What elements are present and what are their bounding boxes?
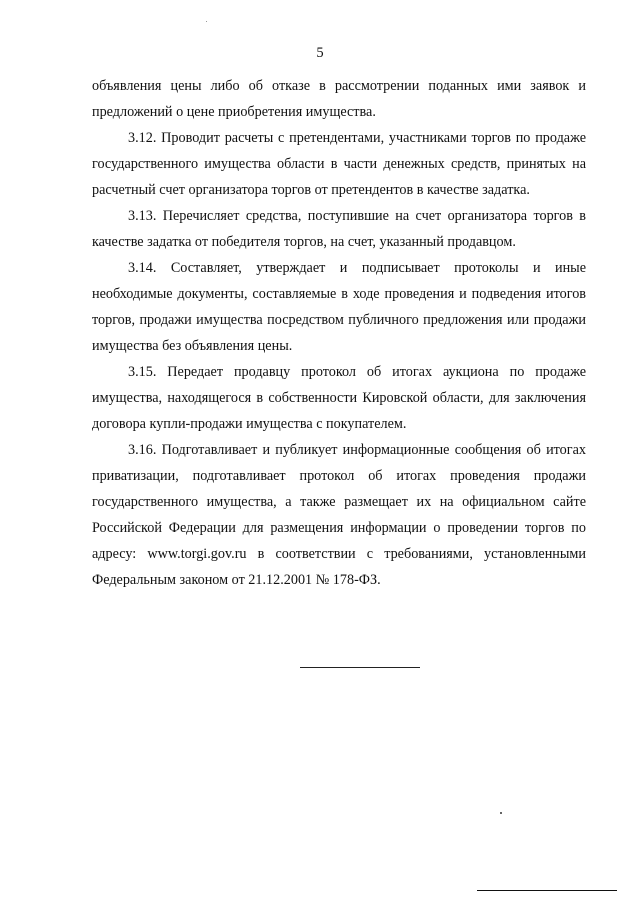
paragraph-3-16: 3.16. Подготавливает и публикует информационные сообщения об итогах приватизации, подготавливает протокол об итогах проведения продажи государственного имущества, а также размещает их на официальном сайте Российской Федерации для размещения информации о проведении торгов по адресу: www.torgi.gov.ru в соответствии с требованиями, установленными Федеральным законом от 21.12.2001 № 178-ФЗ. <box>92 442 586 588</box>
scan-speck-top <box>206 21 207 22</box>
paragraph-3-12: 3.12. Проводит расчеты с претендентами, участниками торгов по продаже государственного имущества области в части денежных средств, принятых на расчетный счет организатора торгов от претендентов в качестве задатка. <box>92 130 586 198</box>
scan-speck <box>500 812 502 814</box>
paragraph-3-14: 3.14. Составляет, утверждает и подписывает протоколы и иные необходимые документы, составляемые в ходе проведения и подведения итогов торгов, продажи имущества посредством публичного предложения или продажи имущества без объявления цены. <box>92 260 586 354</box>
document-body <box>92 73 586 593</box>
end-separator-line <box>300 667 420 668</box>
paragraph-3-15: 3.15. Передает продавцу протокол об итогах аукциона по продаже имущества, находящегося в собственности Кировской области, для заключения договора купли-продажи имущества с покупателем. <box>92 364 586 432</box>
page-number: 5 <box>316 45 324 61</box>
footer-line <box>477 890 617 891</box>
paragraph-3-13: 3.13. Перечисляет средства, поступившие на счет организатора торгов в качестве задатка от победителя торгов, на счет, указанный продавцом. <box>92 208 586 250</box>
paragraph-continuation: объявления цены либо об отказе в рассмотрении поданных ими заявок и предложений о цене приобретения имущества. <box>92 78 586 120</box>
